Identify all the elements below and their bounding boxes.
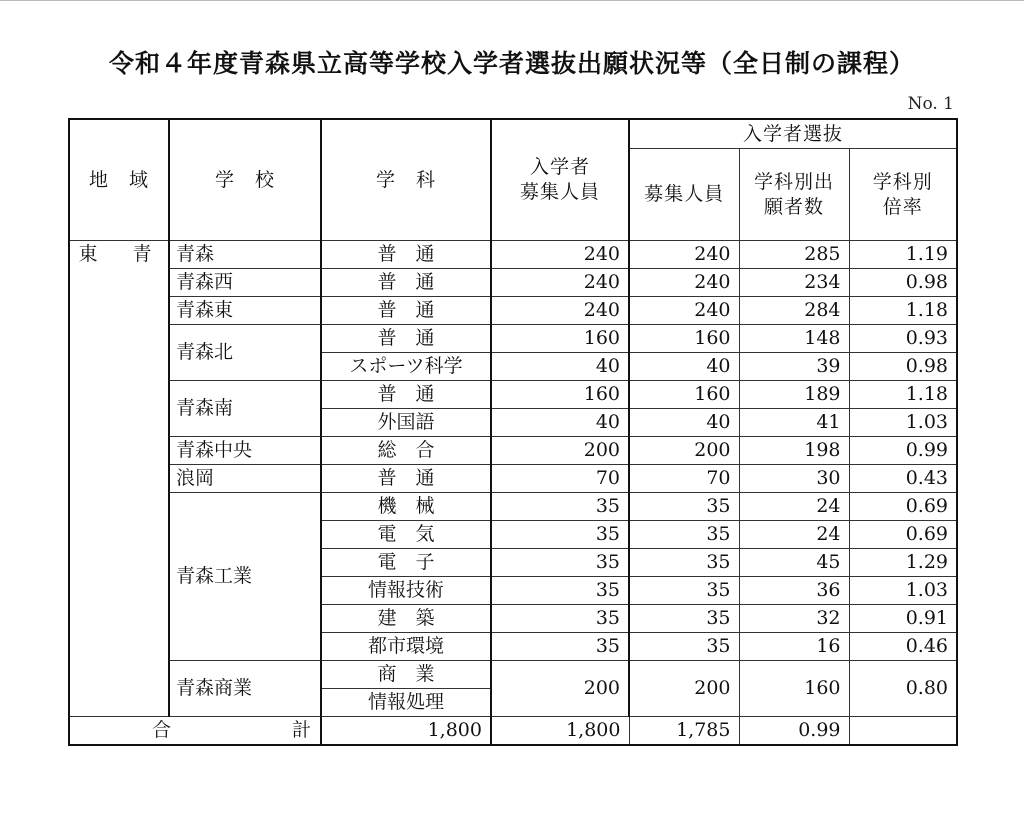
school-cell: 青森商業 [169, 661, 321, 717]
school-cell: 浪岡 [169, 465, 321, 493]
ratio-cell: 1.03 [849, 409, 957, 437]
header-school: 学 校 [169, 119, 321, 241]
header-applicants [739, 149, 849, 241]
quota-cell: 160 [491, 325, 629, 353]
recruit-cell: 160 [629, 325, 739, 353]
recruit-cell: 35 [629, 549, 739, 577]
ratio-cell: 0.91 [849, 605, 957, 633]
table-row [69, 241, 957, 269]
header-selection: 入学者選抜 [629, 119, 957, 149]
header-dept: 学 科 [321, 119, 491, 241]
page-frame-edge [0, 0, 1024, 5]
dept-cell: 普 通 [321, 325, 491, 353]
ratio-cell: 1.19 [849, 241, 957, 269]
applicants-cell: 284 [739, 297, 849, 325]
dept-cell: 外国語 [321, 409, 491, 437]
ratio-cell: 1.18 [849, 297, 957, 325]
dept-cell: 情報処理 [321, 689, 491, 717]
school-cell: 青森北 [169, 325, 321, 381]
recruit-cell: 200 [629, 437, 739, 465]
dept-cell: 普 通 [321, 381, 491, 409]
quota-cell: 240 [491, 269, 629, 297]
dept-cell: 普 通 [321, 269, 491, 297]
applicants-cell: 32 [739, 605, 849, 633]
quota-cell: 240 [491, 241, 629, 269]
ratio-cell: 0.80 [849, 661, 957, 717]
applicants-cell: 36 [739, 577, 849, 605]
quota-cell: 70 [491, 465, 629, 493]
dept-cell: 総 合 [321, 437, 491, 465]
recruit-cell: 40 [629, 409, 739, 437]
header-region: 地 域 [69, 119, 169, 241]
quota-cell: 35 [491, 633, 629, 661]
quota-cell: 40 [491, 353, 629, 381]
ratio-cell: 0.93 [849, 325, 957, 353]
total-recruit-cell: 1,800 [491, 717, 629, 746]
recruit-cell: 240 [629, 269, 739, 297]
recruit-cell: 35 [629, 493, 739, 521]
total-ratio-cell: 0.99 [739, 717, 849, 746]
table-row [69, 661, 957, 689]
quota-cell: 35 [491, 493, 629, 521]
total-label-left: 合 [152, 719, 172, 741]
dept-cell: 電 子 [321, 549, 491, 577]
applicants-cell: 16 [739, 633, 849, 661]
applicants-cell: 148 [739, 325, 849, 353]
table-row [69, 381, 957, 409]
ratio-cell: 0.98 [849, 353, 957, 381]
quota-cell: 200 [491, 437, 629, 465]
table-row [69, 325, 957, 353]
quota-cell: 35 [491, 549, 629, 577]
recruit-cell: 35 [629, 521, 739, 549]
quota-cell: 160 [491, 381, 629, 409]
recruit-cell: 35 [629, 577, 739, 605]
quota-cell: 40 [491, 409, 629, 437]
dept-cell: 機 械 [321, 493, 491, 521]
total-label-cell [69, 717, 321, 746]
total-quota-cell: 1,800 [321, 717, 491, 746]
recruit-cell: 200 [629, 661, 739, 717]
quota-cell: 35 [491, 577, 629, 605]
recruit-cell: 35 [629, 605, 739, 633]
header-quota-line1: 入学者 [529, 156, 590, 178]
applicants-cell: 24 [739, 493, 849, 521]
applicants-cell: 41 [739, 409, 849, 437]
applicants-cell: 45 [739, 549, 849, 577]
header-quota [491, 119, 629, 241]
recruit-cell: 160 [629, 381, 739, 409]
school-cell: 青森西 [169, 269, 321, 297]
recruit-cell: 35 [629, 633, 739, 661]
table-row [69, 437, 957, 465]
dept-cell: 普 通 [321, 297, 491, 325]
region-cell: 東 青 [69, 241, 169, 717]
recruit-cell: 70 [629, 465, 739, 493]
school-cell: 青森東 [169, 297, 321, 325]
application-status-table [68, 118, 958, 746]
school-cell: 青森中央 [169, 437, 321, 465]
table-row [69, 269, 957, 297]
header-ratio-line1: 学科別 [872, 170, 933, 193]
table-row [69, 297, 957, 325]
dept-cell: 建 築 [321, 605, 491, 633]
page-number: No. 1 [907, 94, 954, 114]
dept-cell: 情報技術 [321, 577, 491, 605]
applicants-cell: 24 [739, 521, 849, 549]
quota-cell: 35 [491, 521, 629, 549]
ratio-cell: 1.03 [849, 577, 957, 605]
total-applicants-cell: 1,785 [629, 717, 739, 746]
header-row-1 [69, 119, 957, 149]
quota-cell: 240 [491, 297, 629, 325]
header-applicants-line2: 願者数 [763, 195, 824, 218]
ratio-cell: 1.18 [849, 381, 957, 409]
dept-cell: 商 業 [321, 661, 491, 689]
school-cell: 青森工業 [169, 493, 321, 661]
dept-cell: 電 気 [321, 521, 491, 549]
header-ratio-line2: 倍率 [882, 195, 923, 218]
document-title: 令和４年度青森県立高等学校入学者選抜出願状況等（全日制の課程） [108, 49, 915, 78]
applicants-cell: 234 [739, 269, 849, 297]
dept-cell: 都市環境 [321, 633, 491, 661]
school-cell: 青森 [169, 241, 321, 269]
dept-cell: 普 通 [321, 241, 491, 269]
quota-cell: 200 [491, 661, 629, 717]
applicants-cell: 285 [739, 241, 849, 269]
recruit-cell: 240 [629, 297, 739, 325]
dept-cell: 普 通 [321, 465, 491, 493]
header-quota-line2: 募集人員 [519, 181, 600, 203]
recruit-cell: 40 [629, 353, 739, 381]
applicants-cell: 198 [739, 437, 849, 465]
dept-cell: スポーツ科学 [321, 353, 491, 381]
recruit-cell: 240 [629, 241, 739, 269]
table-row [69, 493, 957, 521]
applicants-cell: 30 [739, 465, 849, 493]
applicants-cell: 189 [739, 381, 849, 409]
ratio-cell: 0.99 [849, 437, 957, 465]
school-cell: 青森南 [169, 381, 321, 437]
ratio-cell: 0.69 [849, 493, 957, 521]
total-row [69, 717, 957, 746]
header-recruit: 募集人員 [629, 149, 739, 241]
ratio-cell: 0.98 [849, 269, 957, 297]
table-row [69, 465, 957, 493]
applicants-cell: 39 [739, 353, 849, 381]
total-label-right: 計 [292, 719, 312, 741]
ratio-cell: 1.29 [849, 549, 957, 577]
header-applicants-line1: 学科別出 [753, 170, 834, 193]
quota-cell: 35 [491, 605, 629, 633]
ratio-cell: 0.69 [849, 521, 957, 549]
ratio-cell: 0.43 [849, 465, 957, 493]
header-ratio [849, 149, 957, 241]
ratio-cell: 0.46 [849, 633, 957, 661]
applicants-cell: 160 [739, 661, 849, 717]
